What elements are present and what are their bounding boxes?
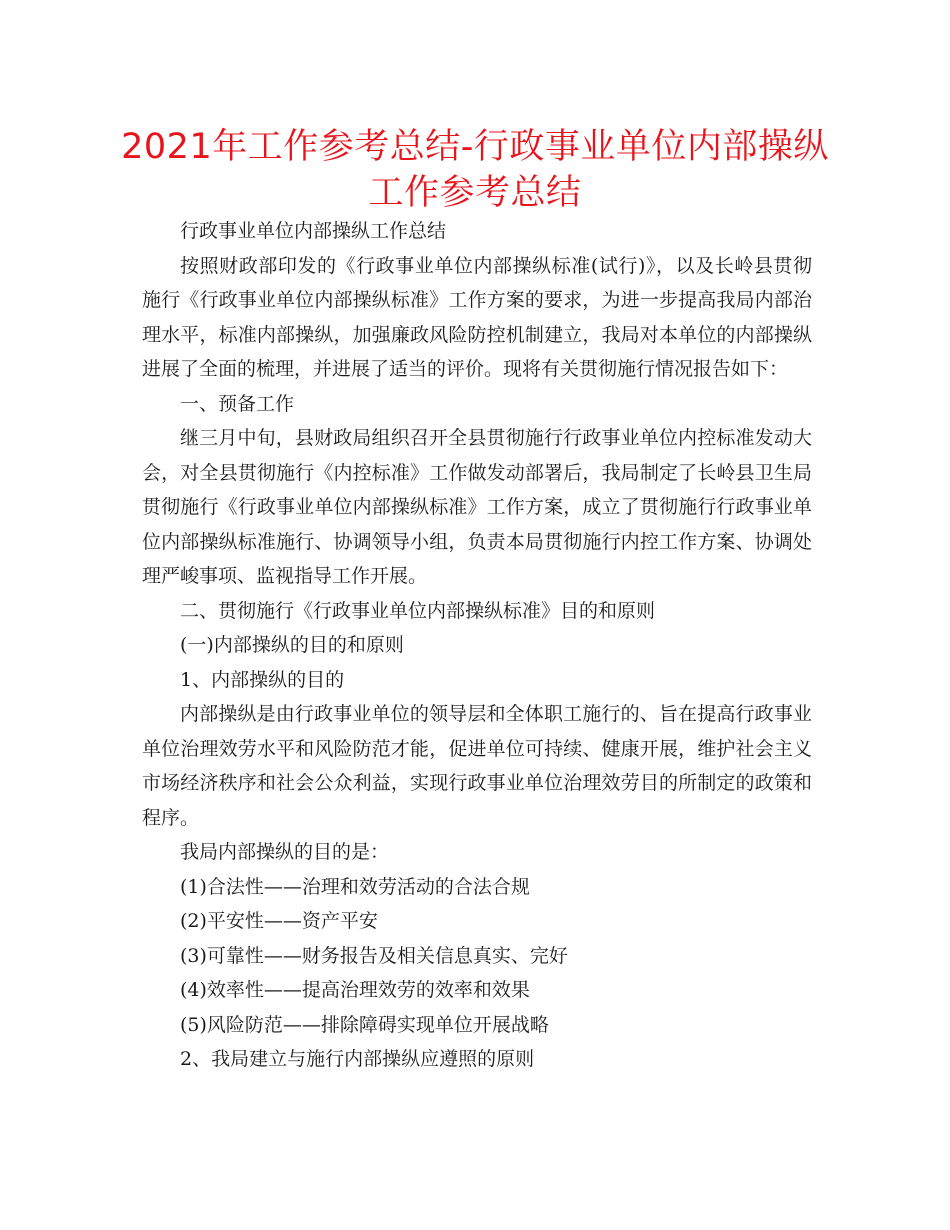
paragraph: 内部操纵是由行政事业单位的领导层和全体职工施行的、旨在提高行政事业单位治理效劳水平和风险防范才能，促进单位可持续、健康开展，维护社会主义市场经济秩序和社会公众利益，实现行政事业单位治理效劳目的所制定的政策和程序。 [142,703,812,829]
list-item: (1)合法性——治理和效劳活动的合法合规 [180,875,530,898]
list-item: (2)平安性——资产平安 [180,910,378,932]
document-title: 2021年工作参考总结-行政事业单位内部操纵工作参考总结 [121,127,829,213]
paragraph: 继三月中旬，县财政局组织召开全县贯彻施行行政事业单位内控标准发动大会，对全县贯彻施行《内控标准》工作做发动部署后，我局制定了长岭县卫生局贯彻施行《行政事业单位内部操纵标准》工作方案，成立了贯彻施行行政事业单位内部操纵标准施行、协调领导小组，负责本局贯彻施行内控工作方案、协调处理严峻事项、监视指导工作开展。 [142,427,812,587]
section-heading: 二、贯彻施行《行政事业单位内部操纵标准》目的和原则 [180,599,656,622]
section-heading: 一、预备工作 [180,392,295,415]
subsection-heading: 1、内部操纵的目的 [180,668,345,691]
paragraph: 行政事业单位内部操纵工作总结 [180,220,447,242]
paragraph: 按照财政部印发的《行政事业单位内部操纵标准(试行)》，以及长岭县贯彻施行《行政事业单位内部操纵标准》工作方案的要求，为进一步提高我局内部治理水平，标准内部操纵，加强廉政风险防控机制建立，我局对本单位的内部操纵进展了全面的梳理，并进展了适当的评价。现将有关贯彻施行情况报告如下： [142,254,812,380]
subsection-heading: (一)内部操纵的目的和原则 [180,634,404,656]
list-item: (4)效率性——提高治理效劳的效率和效果 [180,979,530,1001]
subsection-heading: 2、我局建立与施行内部操纵应遵照的原则 [180,1048,535,1070]
list-item: (3)可靠性——财务报告及相关信息真实、完好 [180,944,568,967]
document-body [142,214,812,1077]
list-item: (5)风险防范——排除障碍实现单位开展战略 [180,1013,549,1036]
paragraph: 我局内部操纵的目的是： [180,841,390,863]
